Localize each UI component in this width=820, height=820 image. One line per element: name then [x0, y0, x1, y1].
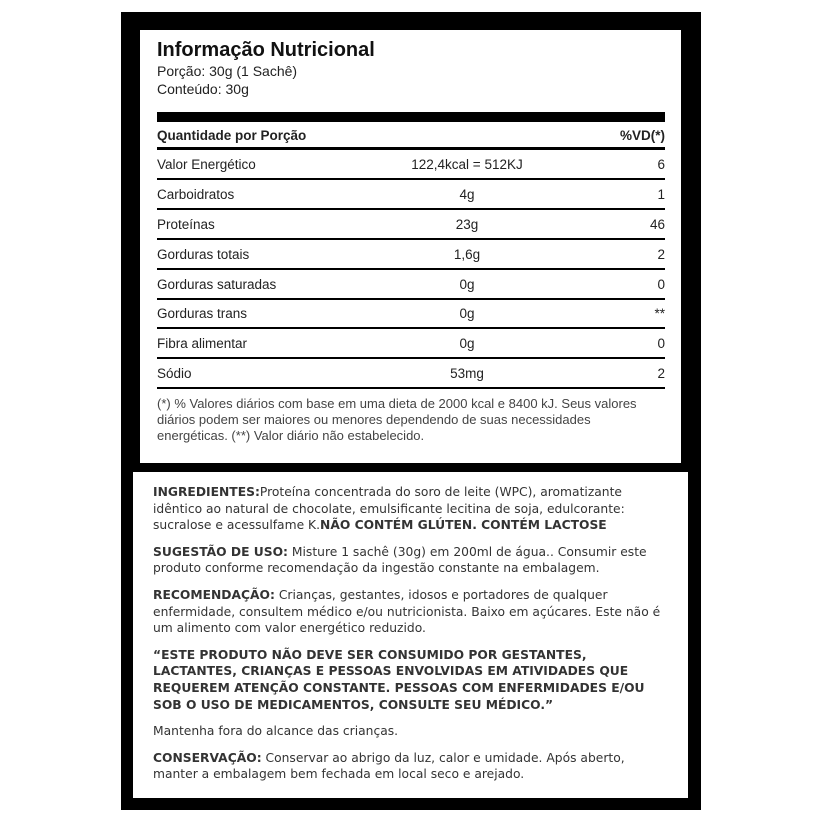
table-row — [157, 299, 665, 329]
row-amount: 0g — [459, 306, 475, 321]
content-text: Conteúdo: 30g — [157, 81, 249, 97]
row-amount: 4g — [459, 187, 475, 202]
table-row — [157, 270, 665, 300]
row-vd: 1 — [657, 187, 665, 202]
nutrition-title: Informação Nutricional — [157, 39, 375, 61]
usage-paragraph — [153, 544, 673, 577]
warning-paragraph: “ESTE PRODUTO NÃO DEVE SER CONSUMIDO POR GESTANTES, LACTANTES, CRIANÇAS E PESSOAS ENVOLVIDAS EM ATIVIDADES QUE REQUEREM ATENÇÃO CONSTANTE. PESSOAS COM ENFERMIDADES E/OU SOB O USO DE MEDICAMENTOS, CONSULTE SEU MÉDICO.” — [153, 647, 645, 712]
recommendation-paragraph — [153, 587, 673, 637]
nutrition-heading — [157, 38, 665, 98]
storage-label: CONSERVAÇÃO: — [153, 750, 262, 765]
recommendation-label: RECOMENDAÇÃO: — [153, 587, 275, 602]
row-amount: 1,6g — [453, 247, 481, 262]
table-row — [157, 210, 665, 240]
usage-label: SUGESTÃO DE USO: — [153, 544, 288, 559]
row-name: Gorduras totais — [157, 247, 250, 262]
row-name: Gorduras saturadas — [157, 277, 277, 292]
table-row — [157, 329, 665, 359]
ingredients-label: INGREDIENTES: — [153, 485, 260, 499]
ingredients-paragraph — [153, 484, 673, 534]
header-vd-label: %VD(*) — [619, 128, 665, 143]
row-vd: 46 — [649, 217, 665, 232]
table-row — [157, 180, 665, 210]
row-vd: 2 — [657, 247, 665, 262]
row-vd: ** — [654, 306, 665, 321]
row-vd: 6 — [657, 157, 665, 172]
portion-text: Porção: 30g (1 Sachê) — [157, 63, 298, 79]
row-vd: 0 — [657, 336, 665, 351]
info-text — [153, 484, 673, 793]
row-amount: 122,4kcal = 512KJ — [411, 157, 523, 172]
row-amount: 53mg — [450, 366, 484, 381]
nutrition-table-header — [157, 122, 665, 150]
row-name: Gorduras trans — [157, 306, 248, 321]
row-name: Valor Energético — [157, 157, 256, 172]
row-name: Fibra alimentar — [157, 336, 248, 351]
ingredients-text: Proteína concentrada do soro de leite (WPC), aromatizante idêntico ao natural de chocolate, emulsificante lecitina de soja, edulcorante: sucralose e acessulfame K. — [153, 485, 625, 533]
row-vd: 2 — [657, 366, 665, 381]
row-vd: 0 — [657, 277, 665, 292]
row-name: Carboidratos — [157, 187, 235, 202]
row-name: Sódio — [157, 366, 192, 381]
table-row — [157, 359, 665, 389]
row-amount: 0g — [459, 277, 475, 292]
recommendation-text: Crianças, gestantes, idosos e portadores de qualquer enfermidade, consultem médico e/ou nutricionista. Baixo em açúcares. Este não é um alimento com valor energético reduzido. — [153, 587, 661, 636]
table-row — [157, 240, 665, 270]
header-quantity-label: Quantidade por Porção — [157, 128, 307, 143]
row-amount: 23g — [455, 217, 479, 232]
row-name: Proteínas — [157, 217, 215, 232]
storage-paragraph — [153, 750, 673, 783]
row-amount: 0g — [459, 336, 475, 351]
storage-text: Conservar ao abrigo da luz, calor e umidade. Após aberto, manter a embalagem bem fechada em local seco e arejado. — [153, 750, 625, 782]
thick-divider — [157, 112, 665, 122]
nutrition-footnote: (*) % Valores diários com base em uma dieta de 2000 kcal e 8400 kJ. Seus valores diários podem ser maiores ou menores dependendo de suas necessidades energéticas. (**) Valor diário não estabelecido. — [157, 396, 637, 443]
children-warning: Mantenha fora do alcance das crianças. — [153, 724, 399, 739]
usage-text: Misture 1 sachê (30g) em 200ml de água.. Consumir este produto conforme recomendação da ingestão constante na embalagem. — [153, 544, 647, 576]
table-row — [157, 150, 665, 180]
ingredients-allergen-note: NÃO CONTÉM GLÚTEN. CONTÉM LACTOSE — [320, 518, 607, 533]
